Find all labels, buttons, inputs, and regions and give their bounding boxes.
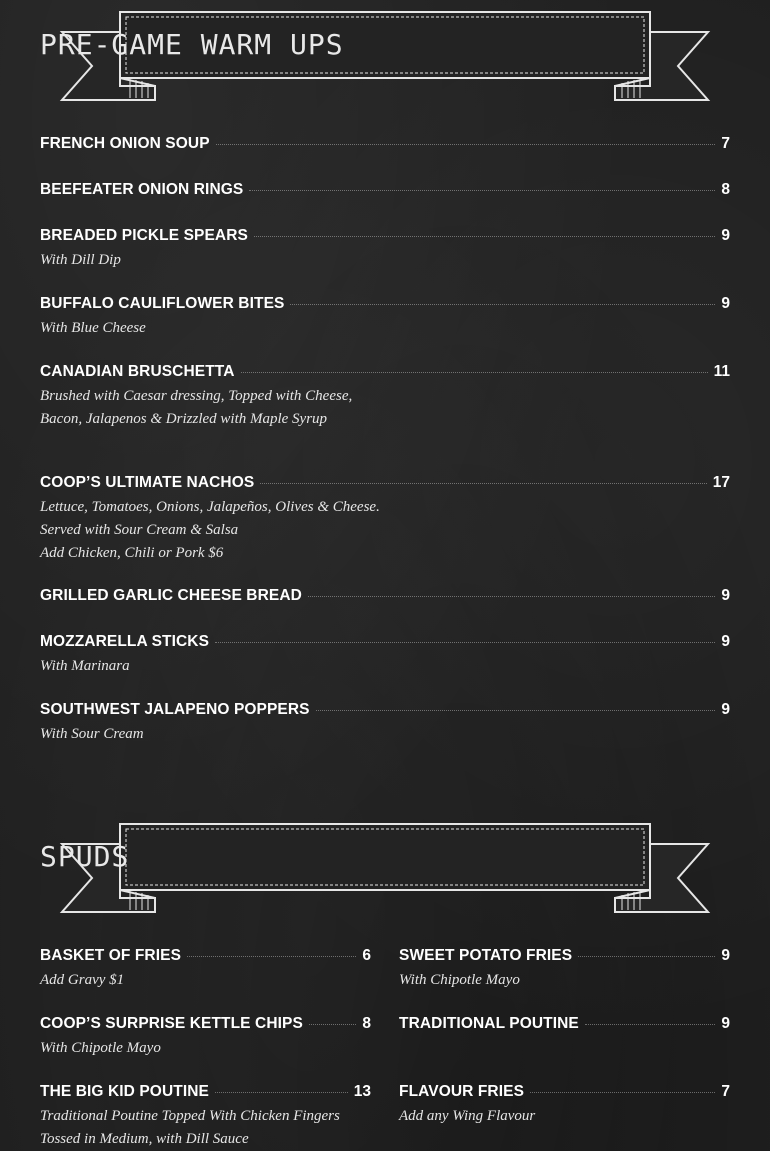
menu-item-name: FLAVOUR FRIES: [399, 1083, 525, 1100]
menu-item-description: [40, 385, 730, 431]
menu-item: [40, 947, 371, 992]
menu-item: [40, 363, 730, 431]
menu-item: [40, 181, 730, 199]
menu-item-name: TRADITIONAL POUTINE: [399, 1015, 579, 1032]
description-line: Add any Wing Flavour: [399, 1108, 536, 1124]
menu-item: [399, 1083, 730, 1128]
menu-item: [40, 633, 730, 678]
menu-item-name: COOP’S SURPRISE KETTLE CHIPS: [40, 1015, 303, 1032]
menu-item-price: 7: [721, 1083, 730, 1100]
menu-item-price: 8: [721, 181, 730, 198]
menu-item: [40, 587, 730, 605]
description-line: Tossed in Medium, with Dill Sauce: [40, 1131, 249, 1147]
dot-leader: [308, 595, 715, 597]
menu-item-name: SWEET POTATO FRIES: [399, 947, 573, 964]
description-line: Brushed with Caesar dressing, Topped with Cheese,: [40, 388, 353, 404]
menu-item-name: BUFFALO CAULIFLOWER BITES: [40, 295, 285, 312]
menu-item: [399, 1015, 730, 1033]
dot-leader: [578, 955, 715, 957]
description-line: With Chipotle Mayo: [40, 1040, 161, 1056]
menu-item-description: [40, 969, 371, 992]
description-line: Traditional Poutine Topped With Chicken Fingers: [40, 1108, 340, 1124]
menu-item: [40, 1083, 371, 1151]
menu-item-price: 13: [353, 1083, 371, 1100]
menu-item-price: 7: [721, 135, 730, 152]
menu-item-description: [40, 723, 730, 746]
menu-item-description: [399, 1105, 730, 1128]
menu-item: [40, 701, 730, 746]
description-line: With Dill Dip: [40, 252, 121, 268]
menu-item: [40, 227, 730, 272]
menu-item-price: 9: [721, 1015, 730, 1032]
dot-leader: [249, 189, 715, 191]
menu-item-name: BASKET OF FRIES: [40, 947, 182, 964]
menu-item-name: BREADED PICKLE SPEARS: [40, 227, 248, 244]
menu-item-price: 17: [712, 474, 730, 491]
description-line: Served with Sour Cream & Salsa: [40, 522, 239, 538]
menu-item-price: 9: [721, 587, 730, 604]
menu-item: [40, 474, 730, 565]
description-line: With Marinara: [40, 658, 130, 674]
description-line: With Blue Cheese: [40, 320, 146, 336]
dot-leader: [309, 1023, 356, 1025]
menu-item-description: [40, 317, 730, 340]
dot-leader: [216, 143, 716, 145]
section-title-warmups: PRE-GAME WARM UPS: [40, 28, 344, 61]
description-line: Lettuce, Tomatoes, Onions, Jalapeños, Olives & Cheese.: [40, 499, 380, 515]
description-line: Bacon, Jalapenos & Drizzled with Maple Syrup: [40, 411, 328, 427]
menu-item-name: BEEFEATER ONION RINGS: [40, 181, 244, 198]
menu-item-price: 9: [721, 633, 730, 650]
menu-item-description: [40, 655, 730, 678]
dot-leader: [585, 1023, 716, 1025]
menu-item-name: GRILLED GARLIC CHEESE BREAD: [40, 587, 302, 604]
dot-leader: [260, 482, 706, 484]
menu-item-description: [40, 1105, 371, 1151]
menu-item-name: THE BIG KID POUTINE: [40, 1083, 209, 1100]
menu-item-name: MOZZARELLA STICKS: [40, 633, 210, 650]
section-title-spuds: SPUDS: [40, 840, 130, 873]
menu-item-description: [40, 249, 730, 272]
banner-warmups: [0, 8, 770, 108]
menu-item-description: [40, 496, 730, 565]
menu-item-description: [40, 1037, 371, 1060]
dot-leader: [316, 709, 716, 711]
description-line: With Sour Cream: [40, 726, 144, 742]
banner-spuds: [0, 820, 770, 920]
menu-item-name: COOP’S ULTIMATE NACHOS: [40, 474, 255, 491]
menu-item-price: 11: [713, 363, 730, 380]
dot-leader: [187, 955, 356, 957]
menu-item-name: CANADIAN BRUSCHETTA: [40, 363, 235, 380]
dot-leader: [215, 1091, 348, 1093]
menu-item: [40, 1015, 371, 1060]
menu-item-price: 6: [362, 947, 371, 964]
menu-item: [40, 135, 730, 153]
menu-item-price: 9: [721, 947, 730, 964]
description-line: Add Chicken, Chili or Pork $6: [40, 545, 224, 561]
menu-item-price: 9: [721, 227, 730, 244]
menu-item-name: SOUTHWEST JALAPENO POPPERS: [40, 701, 310, 718]
dot-leader: [254, 235, 715, 237]
menu-item: [40, 295, 730, 340]
description-line: With Chipotle Mayo: [399, 972, 520, 988]
dot-leader: [241, 371, 708, 373]
menu-item-name: FRENCH ONION SOUP: [40, 135, 210, 152]
dot-leader: [530, 1091, 715, 1093]
menu-item-price: 9: [721, 295, 730, 312]
description-line: Add Gravy $1: [40, 972, 125, 988]
menu-item-price: 9: [721, 701, 730, 718]
dot-leader: [215, 641, 715, 643]
menu-item-price: 8: [362, 1015, 371, 1032]
menu-item: [399, 947, 730, 992]
dot-leader: [290, 303, 715, 305]
menu-item-description: [399, 969, 730, 992]
